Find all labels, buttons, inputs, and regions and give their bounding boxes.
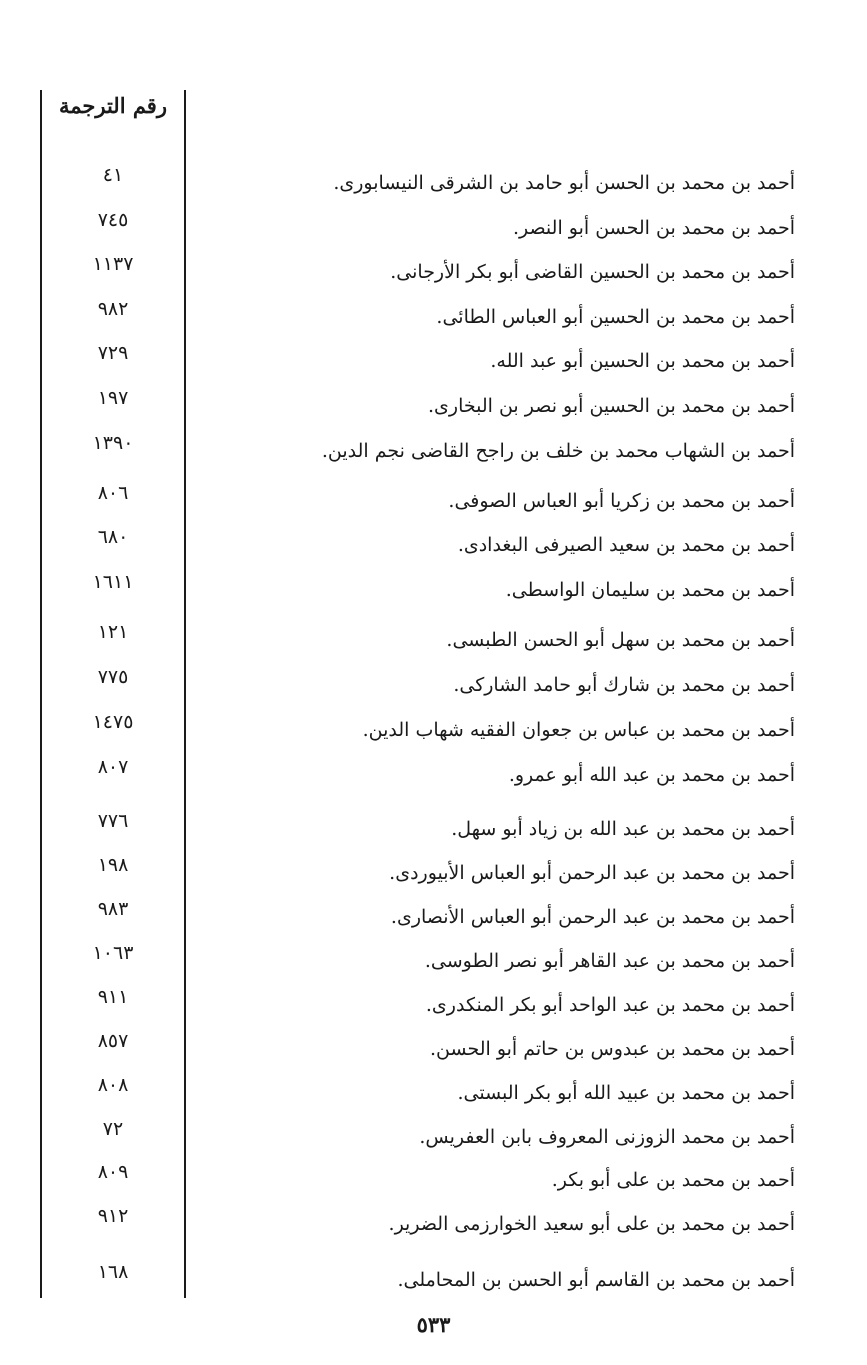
entry-number-header: رقم الترجمة [58,93,167,118]
index-entry [0,621,867,655]
entry-number: ١٢١ [97,621,129,643]
index-entry [0,942,867,976]
index-entry [0,986,867,1020]
entry-name: أحمد بن محمد بن شارك أبو حامد الشاركى. [453,674,795,696]
entry-number: ١٦١١ [92,571,134,593]
entry-number: ٤١ [102,164,124,186]
entry-name: أحمد بن محمد بن الحسن أبو النصر. [512,217,795,239]
index-entry [0,298,867,332]
entry-name: أحمد بن محمد بن عبد الله بن زياد أبو سهل. [451,818,795,840]
entry-name: أحمد بن محمد بن عبد الرحمن أبو العباس الأبيوردى. [389,862,795,884]
entry-number: ٨٠٨ [97,1074,129,1096]
index-entry [0,432,867,466]
entry-number: ٦٨٠ [97,526,129,548]
index-entry [0,1261,867,1295]
index-entry [0,1205,867,1239]
entry-number: ٨٠٧ [97,756,129,778]
entry-number: ٩٨٣ [97,898,129,920]
entry-name: أحمد بن محمد بن عبد الله أبو عمرو. [508,764,795,786]
entry-number: ٩١٢ [97,1205,129,1227]
entry-name: أحمد بن محمد بن عبد الواحد أبو بكر المنكدرى. [425,994,795,1016]
entry-name: أحمد بن محمد بن الحسين أبو عبد الله. [490,350,795,372]
entry-name: أحمد بن محمد بن عباس بن جعوان الفقيه شهاب الدين. [362,719,795,741]
entry-number: ٧٢ [102,1118,124,1140]
entry-number: ١٣٩٠ [92,432,134,454]
entry-name: أحمد بن محمد بن القاسم أبو الحسن بن المحاملى. [397,1269,795,1291]
index-entry [0,387,867,421]
index-entry [0,209,867,243]
index-entry [0,854,867,888]
entry-number: ٧٧٦ [97,810,129,832]
entry-name: أحمد بن محمد بن على أبو سعيد الخوارزمى الضرير. [388,1213,795,1235]
entry-number: ١٤٧٥ [92,711,134,733]
entry-name: أحمد بن محمد بن سعيد الصيرفى البغدادى. [457,534,795,556]
index-entry [0,810,867,844]
entry-number: ١٠٦٣ [92,942,134,964]
entry-name: أحمد بن محمد بن عبد القاهر أبو نصر الطوسى. [424,950,795,972]
entry-name: أحمد بن محمد بن الحسين أبو العباس الطائى. [436,306,795,328]
index-entry [0,1074,867,1108]
entry-number: ١٦٨ [97,1261,129,1283]
entry-name: أحمد بن محمد بن سهل أبو الحسن الطبسى. [446,629,795,651]
index-entry [0,711,867,745]
index-entry [0,482,867,516]
entry-name: أحمد بن محمد بن على أبو بكر. [551,1169,795,1191]
index-entry [0,571,867,605]
index-entry [0,1118,867,1152]
entry-number: ٨٠٦ [97,482,129,504]
entry-number: ١١٣٧ [92,253,134,275]
entry-number: ٧٢٩ [97,342,129,364]
index-entry [0,164,867,198]
entry-number: ١٩٧ [97,387,129,409]
entry-name: أحمد بن الشهاب محمد بن خلف بن راجح القاضى نجم الدين. [321,440,795,462]
entry-number: ٩٨٢ [97,298,129,320]
entry-name: أحمد بن محمد بن سليمان الواسطى. [505,579,795,601]
entry-number: ٩١١ [97,986,129,1008]
index-entry [0,1161,867,1195]
index-entry [0,756,867,790]
entry-number: ١٩٨ [97,854,129,876]
entry-name: أحمد بن محمد بن عبد الرحمن أبو العباس الأنصارى. [390,906,795,928]
entry-name: أحمد بن محمد بن زكريا أبو العباس الصوفى. [448,490,795,512]
entry-name: أحمد بن محمد بن الحسين أبو نصر بن البخارى. [427,395,795,417]
index-entry [0,898,867,932]
entry-name: أحمد بن محمد بن الحسين القاضى أبو بكر الأرجانى. [390,261,795,283]
entry-name: أحمد بن محمد بن عبيد الله أبو بكر البستى. [457,1082,795,1104]
index-entry [0,253,867,287]
entry-name: أحمد بن محمد الزوزنى المعروف بابن العفريس. [419,1126,795,1148]
index-entry [0,342,867,376]
index-entry [0,1030,867,1064]
entry-name: أحمد بن محمد بن عبدوس بن حاتم أبو الحسن. [430,1038,795,1060]
entry-number: ٧٤٥ [97,209,129,231]
entry-number: ٧٧٥ [97,666,129,688]
entry-number: ٨٠٩ [97,1161,129,1183]
page-number: ٥٣٣ [416,1312,451,1337]
index-entry [0,666,867,700]
entry-name: أحمد بن محمد بن الحسن أبو حامد بن الشرقى النيسابورى. [333,172,795,194]
index-entry [0,526,867,560]
entry-number: ٨٥٧ [97,1030,129,1052]
